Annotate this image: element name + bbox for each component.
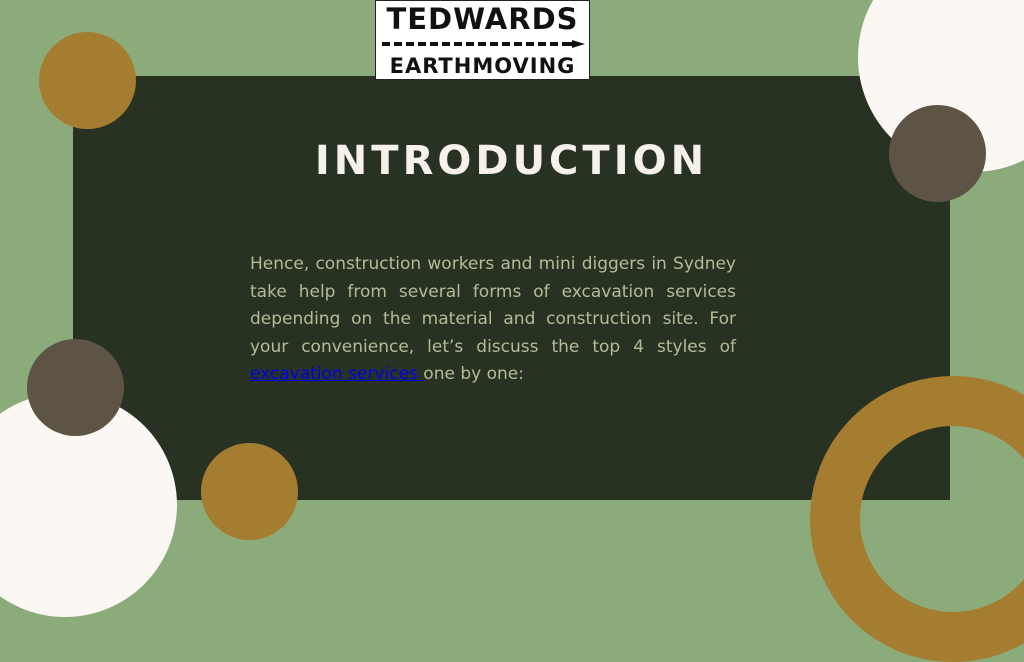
company-logo <box>375 0 590 80</box>
intro-paragraph <box>250 251 736 389</box>
decorative-gold-circle <box>201 443 298 540</box>
logo-arrow-icon <box>382 40 585 48</box>
decorative-taupe-circle <box>27 339 124 436</box>
excavation-services-link[interactable]: excavation services <box>250 364 424 384</box>
paragraph-text: Hence, construction workers and mini diggers in Sydney take help from several forms of excavation services depending on the material and construction site. For your convenience, let’s discuss the top 4 styles of <box>250 254 736 357</box>
slide-title: INTRODUCTION <box>314 138 709 184</box>
logo-line-1: TEDWARDS <box>386 2 579 36</box>
decorative-gold-circle <box>39 32 136 129</box>
logo-line-2: EARTHMOVING <box>389 54 576 78</box>
paragraph-text-end: one by one: <box>423 364 524 384</box>
